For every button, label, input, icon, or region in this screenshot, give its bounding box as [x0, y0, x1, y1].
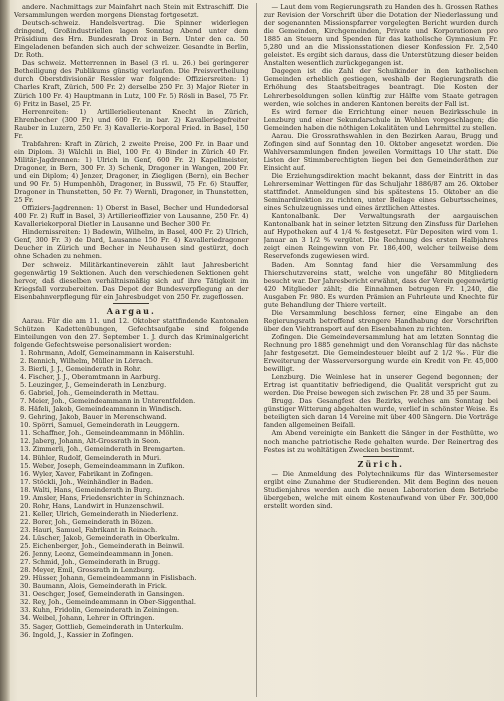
list-item: 30. Baumann, Alois, Gemeinderath in Frick. — [20, 582, 167, 591]
article-paragraph: Aarau. Für die am 11. und 12. Oktober stattfindende Kantonalen Schützen Kadettenübungen, Gefechtsaufgabe sind folgende Einteilungen von den 27. September 1. J. durch das Kriminalgericht folgende Gefechtsweise personalisiert worden: — [14, 316, 249, 349]
list-item: 2. Rennich, Wilhelm, Müller in Lörrach. — [20, 356, 154, 365]
article-paragraph: Der schweiz. Militärkantineverein zählt laut Jahresbericht gegenwärtig 19 Sektionen. Auch den verschiedenen Sektionen geht hervor, daß dieselben verhältnismäßig sich auf ihre Tätigkeit im Kriegsfall vorzubereiten. Das Depot der Bundesverpflegung an der Eisenbahnverpflegung für ein Jahresbudget von 250 Fr. zugeflossen. — [14, 260, 249, 301]
article-paragraph: — Die Anmeldung des Polytechnikums für das Wintersemester ergibt eine Zunahme der Studierenden. Mit dem Beginn des neuen Studienjahres werden auch die neuen Laboratorien dem Betriebe übergeben, welche mit einem Kostenaufwand von über Fr. 300,000 erstellt worden sind. — [263, 469, 498, 510]
article-paragraph: Es wird ferner die Errichtung einer neuen Bezirksschule in Lenzburg und einer Sekundarschule in Wohlen vorgeschlagen; die Gemeinden haben die nöthigen Lokalitäten und Lehrmittel zu stellen. — [263, 107, 498, 132]
list-item: 11. Schaffner, Joh., Gemeindeammann in Möhlin. — [20, 429, 185, 438]
article-paragraph: Am Abend vereinigte ein Bankett die Sänger in der Festhütte, wo noch manche patriotische Rede gehalten wurde. Der Reinertrag des Festes ist zu wohltätigen Zwecken bestimmt. — [263, 429, 498, 454]
right-column-end-text — [264, 470, 499, 510]
right-column-text — [264, 3, 499, 454]
list-item: 23. Hauri, Samuel, Fabrikant in Reinach. — [20, 525, 158, 534]
list-item: 15. Weber, Joseph, Gemeindeammann in Zufikon. — [20, 461, 185, 470]
section-rule — [113, 303, 149, 304]
list-item: 3. Bierli, J. J., Gemeinderath in Rohr. — [20, 365, 142, 374]
article-paragraph: Deutsch-schweiz. Handelsvertrag. Die Spinner widerlegen dringend, Großindustriellen lagen Sonntag Abend unter dem Präsidium des Hrn. Bundesrath Droz in Bern. Unter den ca. 50 Eingeladenen befanden sich auch der schweizer. Gesandte in Berlin, Dr. Roth. — [14, 19, 249, 60]
list-item: 34. Weibel, Johann, Lehrer in Oftringen. — [20, 614, 155, 623]
article-paragraph: — Laut dem vom Regierungsrath zu Handen des h. Grossen Rathes zur Revision der Vorschrift über die Dotation der Niederlassung und der sogenannten Missionspfarrer vorgelegten Bericht wurden durch die Gemeinden, Kirchgemeinden, Private und Korporationen pro 1885 an Steuern und Spenden für das katholische Gymnasium Fr. 5,280 und an die Missionsstationen dieser Konfession Fr. 2,540 geleistet. Es ergibt sich daraus, dass die Unterstützung dieser beiden Anstalten wesentlich zurückgegangen ist. — [263, 3, 498, 68]
list-item: 8. Häfeli, Jakob, Gemeindeammann in Windisch. — [20, 405, 182, 414]
column-divider — [256, 3, 257, 697]
list-item: 27. Schmid, Joh., Gemeinderath in Brugg. — [20, 558, 161, 567]
article-paragraph: Zofingen. Die Gemeindeversammlung hat am letzten Sonntag die Rechnung pro 1885 genehmigt und den Voranschlag für das nächste Jahr festgesetzt. Die Gemeindesteuer bleibt auf 2 1/2 ‰. Für die Erweiterung der Wasserversorgung wurde ein Kredit von Fr. 45,000 bewilligt. — [263, 332, 498, 374]
article-paragraph: Die Erziehungsdirektion macht bekannt, dass der Eintritt in das Lehrerseminar Wettingen für das Schuljahr 1886/87 am 26. Oktober stattfindet. Anmeldungen sind bis spätestens 15. Oktober an die Seminardirektion zu richten, unter Beilage eines Geburtsscheines, eines Schulzeugnisses und eines ärztlichen Attestes. — [263, 171, 498, 213]
article-paragraph: Lenzburg. Die Weinlese hat in unserer Gegend begonnen; der Ertrag ist quantitativ befriedigend, die Qualität verspricht gut zu werden. Die Preise bewegen sich zwischen Fr. 28 und 35 per Saum. — [263, 373, 498, 398]
list-item: 1. Rohrmann, Adolf, Gemeinammann in Kaiserstuhl. — [20, 348, 195, 357]
article-paragraph: Herrenreiten: 1) Artillerielieutenant Knecht in Zürich, Ehrenbecher (300 Fr.) und 600 Fr. in bar. 2) Kavalleriegefreiter Rauber in Luzern, 250 Fr. 3) Kavallerie-Korporal Fried. in Basel, 150 Fr. — [14, 107, 249, 140]
book-binding-edge — [0, 0, 10, 701]
left-column-top-text — [14, 3, 249, 301]
list-item: 26. Jenny, Leonz, Gemeindeammann in Jonen. — [20, 550, 174, 559]
list-item: 6. Gabriel, Joh., Gemeinderath in Mettau. — [20, 389, 159, 398]
list-item: 14. Bühler, Rudolf, Gemeinderath in Muri. — [20, 453, 162, 462]
article-paragraph: Trabfahren: Kraft in Zürich, 2 zweite Preise, 200 Fr. in Baar und ein Diplom. 3) Wälchli in Biel, 100 Fr. 4) Binder in Zürich 40 Fr. Militär-Jagdrennen: 1) Ulrich in Genf, 600 Fr. 2) Kapellmeister, Dragoner, in Bern, 300 Fr. 3) Schenk, Dragoner in Wangen, 200 Fr. und ein Diplom; 4) Jenzer, Dragoner, in Ziegligen (Bern), ein Becher und 90 Fr. 5) Humpenhöh, Dragoner, in Busswil, 75 Fr. 6) Stauffer, Dragoner in Thunstetten, 50 Fr. 7) Wernli, Dragoner, in Thunstetten, 25 Fr. — [14, 139, 249, 205]
list-item: 20. Rohr, Hans, Landwirt in Hunzenschwil. — [20, 501, 164, 510]
list-item: 7. Meier, Joh., Gemeindeammann in Unterentfelden. — [20, 397, 196, 406]
article-paragraph: andere. Nachmittags zur Mainfahrt nach Stein mit Extraschiff. Die Versammlungen werden morgens Dienstag fortgesetzt. — [14, 3, 249, 20]
left-column-intro-text — [14, 317, 249, 349]
list-item: 33. Kuhn, Fridolin, Gemeinderath in Zeiningen. — [20, 606, 179, 615]
list-item: 10. Spörri, Samuel, Gemeinderath in Leuggern. — [20, 421, 180, 430]
article-paragraph: Baden. Am Sonntag fand hier die Versammlung des Thierschutzvereins statt, welche von ungefähr 80 Mitgliedern besucht war. Der Jahresbericht erwähnt, dass der Verein gegenwärtig 420 Mitglieder zählt; die Einnahmen betrugen Fr. 1,240, die Ausgaben Fr. 980. Es wurden Prämien an Fuhrleute und Knechte für gute Behandlung der Thiere verteilt. — [263, 260, 498, 309]
list-item: 4. Fischer, J. J., Oberamtmann in Aarburg. — [20, 373, 161, 382]
list-item: 32. Rey, Joh., Gemeindeammann in Ober-Siggenthal. — [20, 598, 197, 607]
list-item: 16. Wyler, Xaver, Fabrikant in Zofingen. — [20, 469, 154, 478]
list-item: 19. Amsler, Hans, Friedensrichter in Schinznach. — [20, 493, 185, 502]
article-paragraph: Die Versammlung beschloss ferner, eine Eingabe an den Regierungsrath betreffend strengere Handhabung der Vorschriften über den Viehtransport auf den Eisenbahnen zu richten. — [263, 308, 498, 333]
column-container — [14, 3, 498, 697]
article-paragraph: Offiziers-Jagdrennen: 1) Oberst in Basel, Becher und Hundedorsal 400 Fr. 2) Ruff in Basel, 3) Artillerieoffizier von Lausanne, 250 Fr. 4) Kavalleriekorporal Dietler in Lausanne und Becher 300 Fr. — [14, 204, 249, 229]
right-column — [264, 3, 499, 697]
list-item: 21. Keller, Ulrich, Gemeinderath in Niederlenz. — [20, 509, 179, 518]
list-item: 13. Zimmerli, Joh., Gemeinderath in Bremgarten. — [20, 445, 186, 454]
appointment-list — [14, 349, 249, 639]
left-column — [14, 3, 249, 697]
article-paragraph: Brugg. Das Gesangfest des Bezirks, welches am Sonntag bei günstiger Witterung abgehalten wurde, verlief in schönster Weise. Es beteiligten sich daran 14 Vereine mit über 400 Sängern. Die Vorträge fanden allgemeinen Beifall. — [263, 397, 498, 430]
article-paragraph: Kantonalbank. Der Verwaltungsrath der aargauischen Kantonalbank hat in seiner letzten Sitzung den Zinsfuss für Darlehen auf Hypotheken auf 4 1/4 % festgesetzt. Für Depositen wird vom 1. Januar an 3 1/2 % vergütet. Die Rechnung des ersten Halbjahres zeigt einen Reingewinn von Fr. 186,400, welcher teilweise dem Reservefonds zugewiesen wird. — [263, 212, 498, 261]
article-paragraph: Aarau. Die Grossrathswahlen in den Bezirken Aarau, Brugg und Zofingen sind auf Sonntag den 10. Oktober angesetzt worden. Die Wahlversammlungen finden jeweilen Vormittags 10 Uhr statt. Die Listen der Stimmberechtigten liegen bei den Gemeinderäthen zur Einsicht auf. — [263, 131, 498, 172]
section-heading-zurich: Zürich. — [357, 458, 404, 469]
list-item: 31. Oeschger, Josef, Gemeinderath in Gansingen. — [20, 590, 185, 599]
list-item: 22. Borer, Joh., Gemeinderath in Bözen. — [20, 517, 154, 526]
list-item: 18. Walti, Hans, Gemeinderath in Burg. — [20, 485, 153, 494]
list-item: 17. Stöckli, Joh., Weinhändler in Baden. — [20, 477, 154, 486]
list-item: 36. Ingold, J., Kassier in Zofingen. — [20, 630, 134, 639]
list-item: 5. Leuzinger, J., Gemeinderath in Lenzburg. — [20, 381, 167, 390]
article-paragraph: Dagegen ist die Zahl der Schulkinder in den katholischen Gemeinden erheblich gestiegen, weshalb der Regierungsrath die Erhöhung des Staatsbeitrages beantragt. Die Kosten der Lehrerbesoldungen sollen künftig zur Hälfte vom Staate getragen werden, wie solches in anderen Kantonen bereits der Fall ist. — [263, 67, 498, 108]
list-item: 29. Hüsser, Johann, Gemeindeammann in Fislisbach. — [20, 574, 197, 583]
section-heading-aargau: Aargau. — [106, 305, 156, 316]
list-item: 25. Eichenberger, Joh., Gemeinderath in Beinwil. — [20, 542, 185, 551]
list-item: 9. Gehring, Jakob, Bauer in Merenschwand. — [20, 413, 167, 422]
article-paragraph: Das schweiz. Metterrennen in Basel (3 rl. u. 26.) bei geringerer Betheiligung des Publikums günstig verlaufen. Die Preisvertheilung durch Oberstdivisionär Ressler war folgende: Offiziersreiten: 1) Charles Kraft, Zürich, 500 Fr. 2) derselbe 250 Fr. 3) Major Rieter in Zürich 100 Fr. 4) Hauptmann in Lutz, 100 Fr. 5) Rösli in Basel, 75 Fr. 6) Fritz in Basel, 25 Fr. — [14, 59, 249, 108]
list-item: 35. Sager, Gottlieb, Gemeinderath in Unterkulm. — [20, 622, 184, 631]
section-rule — [363, 456, 399, 457]
list-item: 12. Jaberg, Johann, Alt-Grossrath in Seon. — [20, 437, 161, 446]
article-paragraph: Hindernissreiten: 1) Badewin, Wilhelm, in Basel, 400 Fr. 2) Ulrich, Genf, 300 Fr. 3) de Dard, Lausanne 150 Fr. 4) Kavalleriedragoner Deucher in Zürich und Becher in Neuhausen sind gestürzt, doch ohne Schaden zu nehmen. — [14, 228, 249, 261]
list-item: 24. Lüscher, Jakob, Gemeinderath in Oberkulm. — [20, 534, 180, 542]
list-item: 28. Meyer, Emil, Grossrath in Lenzburg. — [20, 566, 155, 575]
